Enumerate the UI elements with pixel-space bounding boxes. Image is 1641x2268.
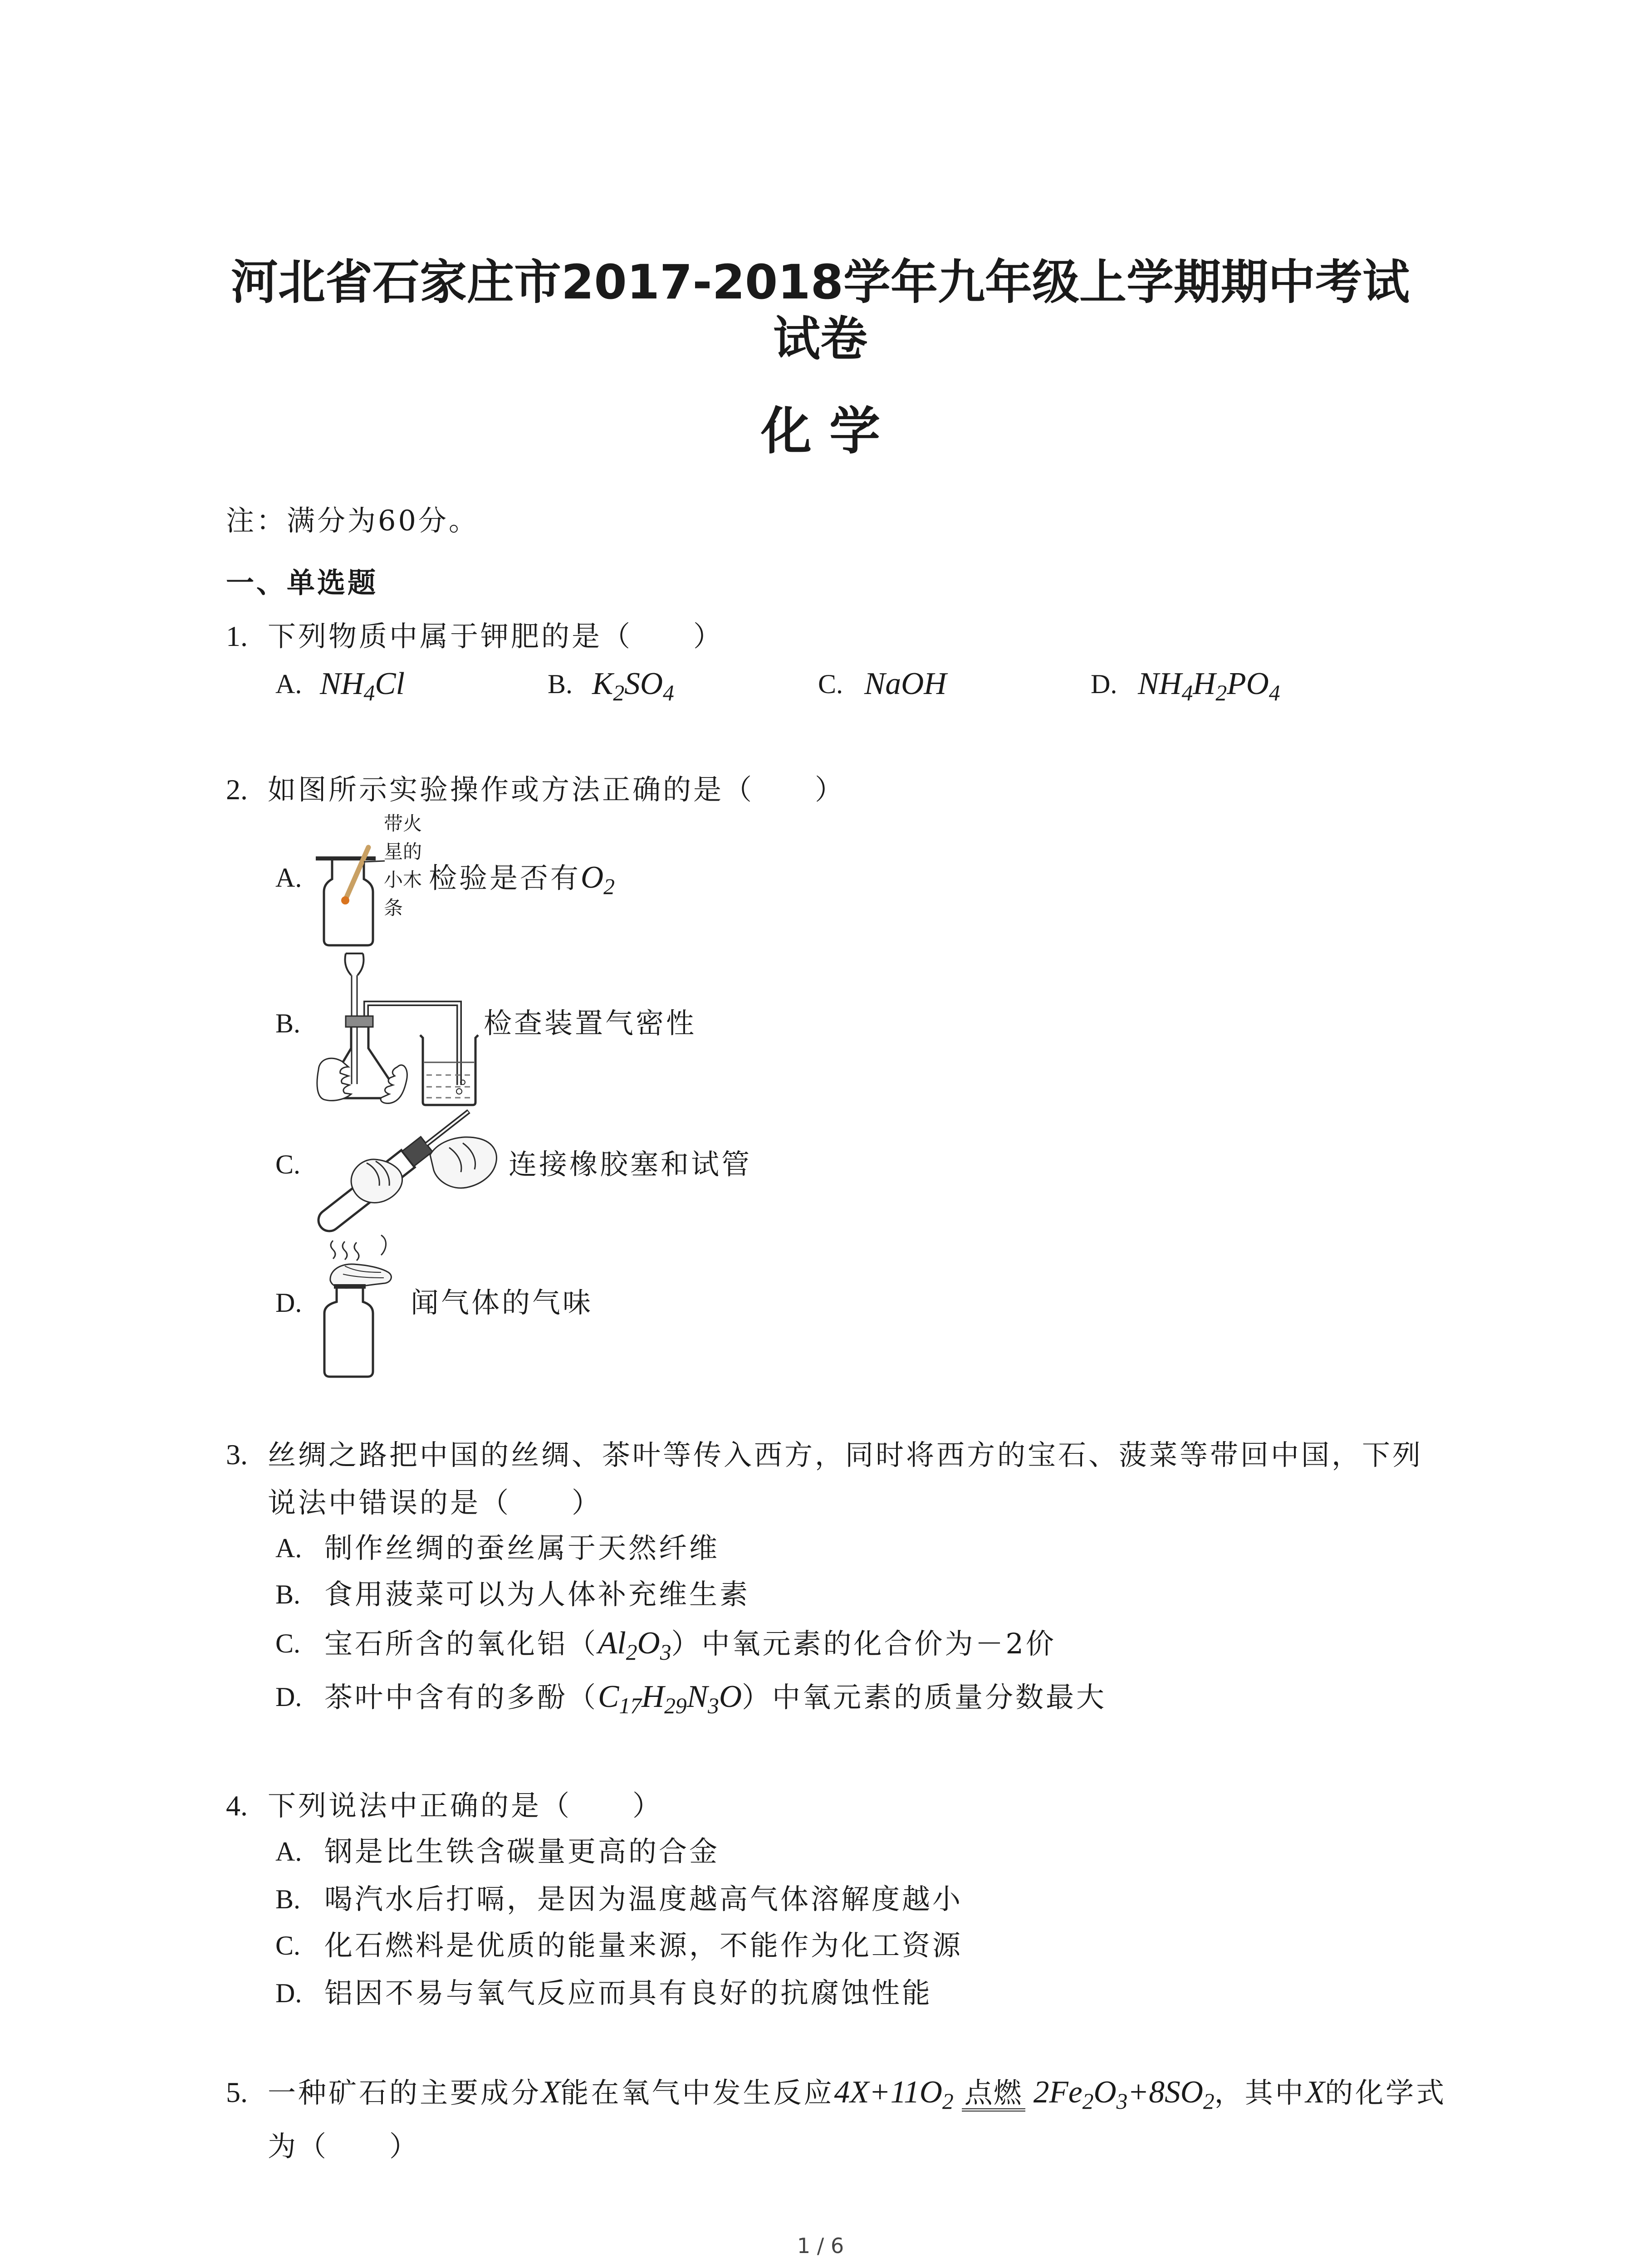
text-run: 丝绸之路把中国的丝绸、茶叶等传入西方，同时将西方的宝石、菠菜等带回中国，下列说法中错误的是（ ）: [268, 1438, 1423, 1519]
right-hand: [430, 1137, 496, 1188]
text-run: 铝因不易与氧气反应而具有良好的抗腐蚀性能: [324, 1976, 933, 2009]
option-content-d: [411, 1280, 593, 1325]
option-label-c: C.: [275, 1931, 301, 1960]
stopper-test-tube-icon: [313, 1116, 504, 1234]
formula-symbol: NH: [320, 666, 364, 701]
option-label-c: C.: [818, 669, 843, 699]
question-stem: [268, 1783, 663, 1828]
formula-symbol: NaOH: [864, 666, 947, 701]
formula-subscript: 17: [619, 1693, 642, 1718]
formula-symbol: Al: [598, 1626, 626, 1661]
option-label-d: D.: [1091, 669, 1117, 699]
option-content-b: [324, 1572, 750, 1617]
formula-symbol: O: [1093, 2075, 1117, 2110]
formula-subscript: 4: [363, 680, 375, 705]
text-run: 下列说法中正确的是（ ）: [268, 1789, 663, 1822]
formula-subscript: 2: [1215, 680, 1227, 705]
question-number: 3.: [226, 1438, 248, 1471]
left-hand: [351, 1159, 402, 1203]
text-run: 宝石所含的氧化铝（: [324, 1627, 598, 1660]
option-label-a: A.: [275, 1837, 302, 1867]
option-content-c: [864, 661, 946, 707]
formula-symbol: X: [1305, 2075, 1325, 2110]
formula-subscript: 29: [664, 1693, 687, 1718]
formula-subscript: 2: [613, 680, 625, 705]
text-run: 一种矿石的主要成分: [268, 2076, 542, 2109]
glowing-tip: [341, 896, 349, 904]
formula-symbol: H: [641, 1679, 665, 1714]
page-number: 1 / 6: [797, 2234, 844, 2258]
text-run: 喝汽水后打嗝，是因为温度越高气体溶解度越小: [324, 1882, 963, 1916]
option-content-b: [324, 1877, 963, 1922]
section-heading: 一、单选题: [226, 566, 378, 599]
text-run: ）中氧元素的质量分数最大: [741, 1681, 1107, 1714]
text-run: 连接橡胶塞和试管: [509, 1148, 752, 1181]
score-note: 注：满分为60分。: [226, 504, 479, 537]
delivery-tube: [366, 1003, 459, 1085]
label-leader-line: [364, 861, 385, 862]
formula-symbol: Cl: [375, 666, 405, 701]
question-number: 5.: [226, 2076, 248, 2108]
beaker: [420, 1035, 478, 1105]
option-label-a: A.: [275, 669, 302, 699]
text-run: 检查装置气密性: [484, 1007, 697, 1040]
question-number: 4.: [226, 1789, 248, 1822]
option-label-c: C.: [275, 1628, 301, 1658]
left-hand: [317, 1058, 351, 1100]
option-content-d: [324, 1970, 932, 2016]
formula-symbol: +8SO: [1127, 2075, 1203, 2110]
question-stem: [268, 767, 845, 812]
formula-subscript: 4: [1181, 680, 1193, 705]
formula-subscript: 2: [942, 2088, 954, 2114]
formula-symbol: 2Fe: [1033, 2075, 1083, 2110]
exam-title: 河北省石家庄市2017-2018学年九年级上学期期中考试试卷: [230, 254, 1410, 367]
option-label-b: B.: [275, 1884, 301, 1914]
text-run: 制作丝绸的蚕丝属于天然纤维: [324, 1531, 720, 1564]
formula-symbol: NH: [1138, 666, 1182, 701]
formula-symbol: H: [1193, 666, 1216, 701]
formula-subscript: 3: [1116, 2088, 1128, 2114]
text-run: 的化学式为（ ）: [268, 2076, 1447, 2163]
option-content-c: [324, 1621, 1056, 1666]
reaction-condition: 点燃: [962, 2078, 1025, 2112]
option-content-b: [592, 661, 674, 707]
gas-curls: [331, 1241, 359, 1261]
smell-gas-jar-icon: [313, 1227, 404, 1381]
question-number: 2.: [226, 773, 248, 806]
airtightness-check-apparatus-icon: [313, 948, 481, 1111]
formula-symbol: N: [686, 1679, 708, 1714]
formula-subscript: 3: [708, 1693, 719, 1718]
option-label-d: D.: [275, 1978, 302, 2008]
formula-symbol: X: [541, 2075, 561, 2110]
question-stem: [268, 614, 724, 659]
formula-subscript: 3: [660, 1639, 671, 1665]
text-run: ，其中: [1214, 2076, 1306, 2109]
text-run: ）中氧元素的化合价为－2价: [671, 1627, 1056, 1660]
option-label-b: B.: [275, 1579, 301, 1609]
gas-jar: [324, 1289, 373, 1377]
text-run: 钢是比生铁含碳量更高的合金: [324, 1835, 720, 1868]
formula-subscript: 2: [603, 874, 615, 899]
formula-subscript: 2: [626, 1639, 637, 1665]
formula-subscript: 2: [1203, 2088, 1215, 2114]
option-content-c: [509, 1142, 752, 1187]
formula-symbol: 4X+11O: [834, 2075, 942, 2110]
option-label-d: D.: [275, 1288, 302, 1318]
question-stem: [268, 2066, 1447, 2173]
option-label-b: B.: [275, 1008, 301, 1038]
option-content-a: [324, 1829, 720, 1874]
text-run: 检验是否有: [429, 861, 581, 894]
formula-symbol: C: [598, 1679, 619, 1714]
option-label-d: D.: [275, 1682, 302, 1712]
formula-subscript: 2: [1082, 2088, 1094, 2114]
option-content-d: [324, 1674, 1107, 1720]
option-label-a: A.: [275, 863, 302, 893]
gas-jar-glowing-splint-icon: [313, 844, 386, 953]
option-content-a: [324, 1525, 720, 1571]
text-run: 食用菠菜可以为人体补充维生素: [324, 1578, 750, 1611]
formula-subscript: 4: [1269, 680, 1280, 705]
formula-symbol: O: [581, 860, 604, 895]
formula-symbol: SO: [624, 666, 663, 701]
option-content-a: [429, 855, 615, 900]
formula-subscript: 4: [663, 680, 674, 705]
formula-symbol: PO: [1227, 666, 1269, 701]
formula-symbol: O: [719, 1679, 742, 1714]
text-run: 下列物质中属于钾肥的是（ ）: [268, 620, 724, 653]
funnel-bulb: [345, 953, 364, 975]
question-stem: [268, 1431, 1447, 1526]
rubber-stopper: [346, 1016, 373, 1027]
option-label-c: C.: [275, 1149, 301, 1179]
jar-lip: [334, 1284, 366, 1289]
option-content-b: [484, 1001, 696, 1046]
question-number: 1.: [226, 620, 248, 652]
waft-line: [381, 1235, 386, 1255]
text-run: 如图所示实验操作或方法正确的是（ ）: [268, 773, 846, 806]
figure-label: 带火星的小木条: [384, 812, 422, 919]
text-run: 茶叶中含有的多酚（: [324, 1681, 598, 1714]
option-label-b: B.: [548, 669, 573, 699]
option-content-a: [320, 661, 405, 707]
formula-symbol: O: [637, 1626, 660, 1661]
text-run: 化石燃料是优质的能量来源，不能作为化工资源: [324, 1929, 963, 1962]
bubble: [456, 1089, 462, 1094]
text-run: 闻气体的气味: [411, 1286, 593, 1319]
text-run: 能在氧气中发生反应: [560, 2076, 834, 2109]
option-content-c: [324, 1923, 963, 1968]
option-label-a: A.: [275, 1533, 302, 1563]
formula-symbol: K: [592, 666, 613, 701]
subject-heading: 化 学: [761, 402, 880, 461]
option-content-d: [1138, 661, 1280, 707]
